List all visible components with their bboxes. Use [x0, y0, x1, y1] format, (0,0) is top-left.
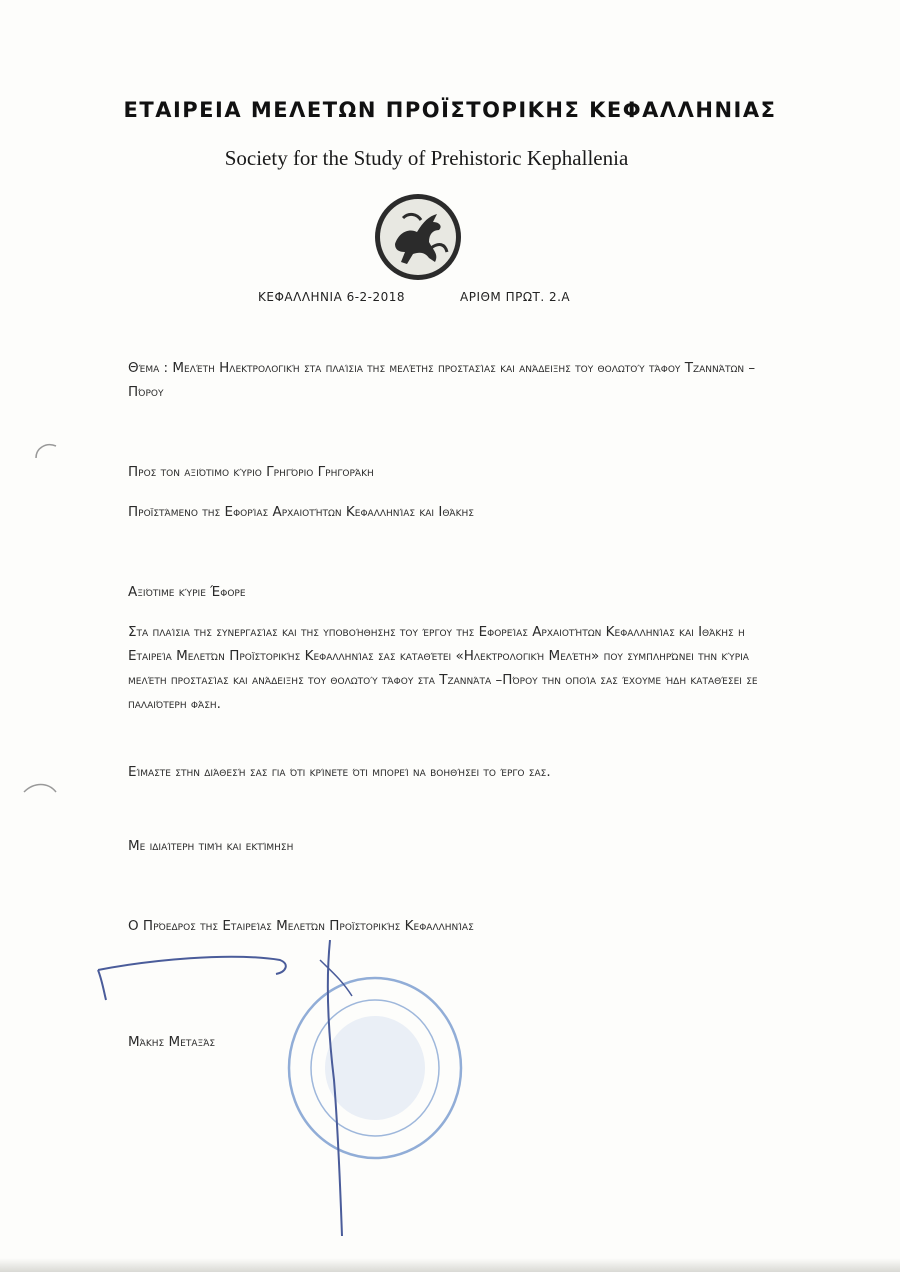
- protocol-number: ΑΡΙΘΜ ΠΡΩΤ. 2.Α: [460, 290, 571, 304]
- place-date: ΚΕΦΑΛΛΗΝΙΑ 6-2-2018: [258, 290, 406, 304]
- salutation: Αξιότιμε κύριε Έφορε: [128, 584, 246, 600]
- scan-edge: [0, 1258, 900, 1272]
- addressee: Προς τον αξιότιμο κύριο Γρηγόριο Γρηγοράκη: [128, 464, 374, 480]
- organization-name-greek: ΕΤΑΙΡΕΙΑ ΜΕΛΕΤΩΝ ΠΡΟΪΣΤΟΡΙΚΗΣ ΚΕΦΑΛΛΗΝΙΑΣ: [123, 98, 777, 122]
- body-paragraph: Στα πλαίσια της συνεργασίας και της υποβοήθησης του έργου της Εφορείας Αρχαιοτήτων Κεφαλληνίας και Ιθάκης η Εταιρεία Μελετών Προϊστορικής Κεφαλληνίας σας καταθέτει «Ηλεκτρολογική Μελέτη» που συμπληρώνει την κύρια μελέτη προστασίας και ανάδειξης του θολωτού τάφου στα Τζαννάτα –Πόρου την οποία σας έχουμε ήδη καταθέσει σε παλαιότερη φάση.: [128, 624, 758, 712]
- letter-subject: Θέμα : Μελέτη Ηλεκτρολογική στα πλαίσια της μελέτης προστασίας και ανάδειξης του θολωτού τάφου Τζαννάτων – Πόρου: [128, 360, 756, 400]
- closing: Με ιδιαίτερη τιμή και εκτίμηση: [128, 838, 294, 854]
- horse-seal-icon: [373, 192, 463, 282]
- president-title: Ο Πρόεδρος της Εταιρείας Μελετών Προϊστορικής Κεφαλληνίας: [128, 918, 474, 934]
- body-paragraph: Είμαστε στην διάθεσή σας για ότι κρίνετε ότι μπορεί να βοηθήσει το έργο σας.: [128, 764, 551, 780]
- organization-name-english: Society for the Study of Prehistoric Kephallenia: [224, 146, 629, 170]
- margin-mark: [20, 778, 60, 808]
- signer-name: Μάκης Μεταξάς: [128, 1034, 216, 1050]
- margin-mark: [30, 440, 60, 470]
- signature: [90, 940, 390, 1240]
- addressee-role: Προϊστάμενο της Εφορίας Αρχαιοτήτων Κεφαλληνίας και Ιθάκης: [128, 504, 474, 520]
